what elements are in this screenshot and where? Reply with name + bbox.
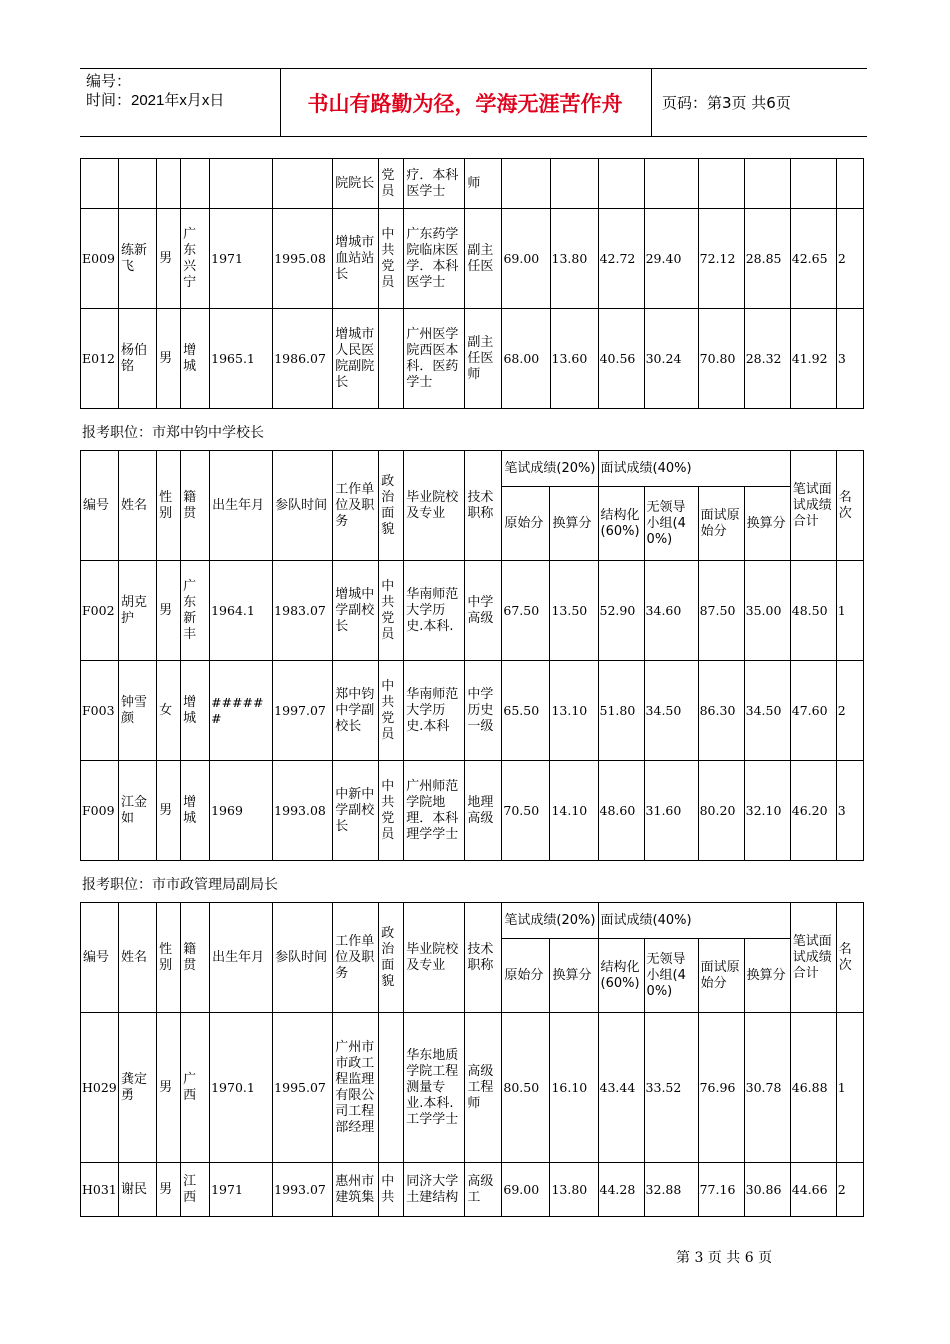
cell-sex: 男 — [157, 209, 181, 309]
cell-conv: 14.10 — [550, 761, 598, 861]
cell-sex: 男 — [157, 309, 181, 409]
header-name: 姓名 — [119, 903, 157, 1013]
cell-id: H031 — [81, 1163, 119, 1217]
cell-work: 1995.07 — [273, 1013, 333, 1163]
cell-birth: 1971 — [210, 209, 273, 309]
cell-work: 1986.07 — [273, 309, 333, 409]
header-meta — [86, 72, 224, 110]
header-birth: 出生年月 — [210, 903, 273, 1013]
header-sex: 性别 — [157, 451, 181, 561]
cell-title: 副主任医师 — [465, 309, 502, 409]
header-written: 笔试成绩(20%) — [502, 451, 598, 487]
cell-sex: 女 — [157, 661, 181, 761]
cell-total: 46.88 — [790, 1013, 836, 1163]
header-iconv: 换算分 — [744, 939, 790, 1013]
cell-raw: 80.50 — [502, 1013, 550, 1163]
header-work: 参队时间 — [273, 903, 333, 1013]
cell-native: 广东新丰 — [181, 561, 210, 661]
motto: 书山有路勤为径，学海无涯苦作舟 — [307, 92, 623, 116]
cell-native: 增城 — [181, 309, 210, 409]
cell-total: 47.60 — [790, 661, 836, 761]
cell-school: 华南师范大学历史.本科 — [404, 661, 465, 761]
header-group: 无领导小组(40%) — [644, 939, 698, 1013]
cell-iconv: 34.50 — [744, 661, 790, 761]
cell-struct: 48.60 — [598, 761, 644, 861]
cell-work: 1993.07 — [273, 1163, 333, 1217]
cell-school: 广州医学院西医本科．医药学士 — [404, 309, 465, 409]
cell-interview: 87.50 — [698, 561, 744, 661]
cell-party: 中共 — [379, 1163, 404, 1217]
cell-school: 华东地质学院工程测量专业.本科.工学学士 — [404, 1013, 465, 1163]
doc-number-label: 编号： — [86, 73, 132, 90]
cell-title: 师 — [465, 159, 502, 209]
header-school: 毕业院校及专业 — [404, 451, 465, 561]
header-party: 政治面貌 — [379, 451, 404, 561]
cell-school: 华南师范大学历史.本科. — [404, 561, 465, 661]
header-group: 无领导小组(40%) — [644, 487, 698, 561]
header-row — [81, 451, 864, 487]
cell-job: 增城市人民医院副院长 — [333, 309, 379, 409]
header-total: 笔试面试成绩合计 — [790, 451, 836, 561]
table-row — [81, 1013, 864, 1163]
cell-iconv — [744, 159, 790, 209]
cell-id: F009 — [81, 761, 119, 861]
cell-interview: 70.80 — [698, 309, 744, 409]
cell-iconv: 28.85 — [744, 209, 790, 309]
cell-work: 1993.08 — [273, 761, 333, 861]
table-row — [81, 309, 864, 409]
table-row — [81, 561, 864, 661]
header-title: 技术职称 — [465, 451, 502, 561]
cell-title: 高级工 — [465, 1163, 502, 1217]
cell-party: 中共党员 — [379, 761, 404, 861]
table-row — [81, 159, 864, 209]
cell-rank: 2 — [836, 209, 863, 309]
cell-job: 广州市市政工程监理有限公司工程部经理 — [333, 1013, 379, 1163]
cell-title: 中学高级 — [465, 561, 502, 661]
candidates-table-continued — [80, 158, 864, 409]
cell-rank: 1 — [836, 1013, 863, 1163]
cell-name: 杨伯铭 — [119, 309, 157, 409]
cell-conv — [550, 159, 598, 209]
cell-total: 41.92 — [790, 309, 836, 409]
cell-struct: 42.72 — [598, 209, 644, 309]
section-label: 报考职位：市郑中钧中学校长 — [82, 425, 264, 441]
page-indicator: 页码：第3页 共6页 — [662, 94, 791, 112]
cell-rank: 1 — [836, 561, 863, 661]
cell-native: 广西 — [181, 1013, 210, 1163]
cell-interview — [698, 159, 744, 209]
header-interview: 面试成绩(40%) — [598, 451, 790, 487]
cell-school: 同济大学土建结构 — [404, 1163, 465, 1217]
cell-sex: 男 — [157, 1013, 181, 1163]
cell-interview: 77.16 — [698, 1163, 744, 1217]
cell-iconv: 32.10 — [744, 761, 790, 861]
cell-group: 34.50 — [644, 661, 698, 761]
cell-school: 广州师范学院地理．本科理学学士 — [404, 761, 465, 861]
cell-total: 48.50 — [790, 561, 836, 661]
cell-job: 增城中学副校长 — [333, 561, 379, 661]
header-divider — [651, 68, 652, 136]
header-rank: 名次 — [836, 451, 863, 561]
header-raw: 原始分 — [502, 939, 550, 1013]
header-name: 姓名 — [119, 451, 157, 561]
cell-total: 44.66 — [790, 1163, 836, 1217]
cell-total — [790, 159, 836, 209]
cell-party: 中共党员 — [379, 209, 404, 309]
cell-raw: 65.50 — [502, 661, 550, 761]
cell-job: 中新中学副校长 — [333, 761, 379, 861]
cell-work: 1983.07 — [273, 561, 333, 661]
cell-rank: 2 — [836, 1163, 863, 1217]
header-interview: 面试原始分 — [698, 487, 744, 561]
cell-name: 练新飞 — [119, 209, 157, 309]
cell-interview: 86.30 — [698, 661, 744, 761]
cell-group: 29.40 — [644, 209, 698, 309]
header-school: 毕业院校及专业 — [404, 903, 465, 1013]
cell-struct: 51.80 — [598, 661, 644, 761]
cell-job: 郑中钧中学副校长 — [333, 661, 379, 761]
cell-conv: 13.80 — [550, 1163, 598, 1217]
cell-birth: 1971 — [210, 1163, 273, 1217]
table-row — [81, 761, 864, 861]
cell-title: 副主任医 — [465, 209, 502, 309]
cell-title: 地理高级 — [465, 761, 502, 861]
cell-title: 中学历史一级 — [465, 661, 502, 761]
cell-conv: 13.80 — [550, 209, 598, 309]
cell-name: 谢民 — [119, 1163, 157, 1217]
cell-sex: 男 — [157, 761, 181, 861]
header-raw: 原始分 — [502, 487, 550, 561]
cell-name: 江金如 — [119, 761, 157, 861]
cell-id: F002 — [81, 561, 119, 661]
header-bottom-rule — [80, 136, 867, 137]
header-native: 籍贯 — [181, 451, 210, 561]
cell-school: 疗．本科医学士 — [404, 159, 465, 209]
table-row — [81, 209, 864, 309]
cell-school: 广东药学院临床医学．本科医学士 — [404, 209, 465, 309]
cell-iconv: 30.78 — [744, 1013, 790, 1163]
cell-raw: 69.00 — [502, 1163, 550, 1217]
cell-name: 胡克护 — [119, 561, 157, 661]
cell-native: 增城 — [181, 761, 210, 861]
header-birth: 出生年月 — [210, 451, 273, 561]
cell-birth: 1965.1 — [210, 309, 273, 409]
cell-name: 钟雪颜 — [119, 661, 157, 761]
cell-group: 33.52 — [644, 1013, 698, 1163]
cell-name: 龚定勇 — [119, 1013, 157, 1163]
cell-interview: 76.96 — [698, 1013, 744, 1163]
header-id: 编号 — [81, 903, 119, 1013]
header-native: 籍贯 — [181, 903, 210, 1013]
cell-job: 增城市血站站长 — [333, 209, 379, 309]
header-top-rule — [80, 68, 867, 69]
cell-id: H029 — [81, 1013, 119, 1163]
cell-party: 中共党员 — [379, 661, 404, 761]
cell-id: E009 — [81, 209, 119, 309]
section-label: 报考职位：市市政管理局副局长 — [82, 877, 278, 893]
cell-job: 惠州市建筑集 — [333, 1163, 379, 1217]
header-conv: 换算分 — [550, 487, 598, 561]
header-interview: 面试原始分 — [698, 939, 744, 1013]
cell-sex: 男 — [157, 1163, 181, 1217]
cell-birth — [210, 159, 273, 209]
cell-struct — [598, 159, 644, 209]
cell-id: F003 — [81, 661, 119, 761]
header-rank: 名次 — [836, 903, 863, 1013]
header-conv: 换算分 — [550, 939, 598, 1013]
header-interview: 面试成绩(40%) — [598, 903, 790, 939]
cell-work — [273, 159, 333, 209]
cell-struct: 43.44 — [598, 1013, 644, 1163]
cell-iconv: 35.00 — [744, 561, 790, 661]
cell-interview: 72.12 — [698, 209, 744, 309]
cell-rank: 3 — [836, 761, 863, 861]
header-written: 笔试成绩(20%) — [502, 903, 598, 939]
cell-raw: 69.00 — [502, 209, 550, 309]
cell-birth: 1969 — [210, 761, 273, 861]
cell-birth: ###### — [210, 661, 273, 761]
cell-work: 1997.07 — [273, 661, 333, 761]
cell-work: 1995.08 — [273, 209, 333, 309]
cell-conv: 13.60 — [550, 309, 598, 409]
cell-title: 高级工程师 — [465, 1013, 502, 1163]
header-iconv: 换算分 — [744, 487, 790, 561]
cell-native: 广东兴宁 — [181, 209, 210, 309]
table-row — [81, 661, 864, 761]
cell-party — [379, 309, 404, 409]
cell-iconv: 30.86 — [744, 1163, 790, 1217]
time-label: 时间：2021年x月x日 — [86, 92, 225, 109]
cell-rank — [836, 159, 863, 209]
cell-group: 34.60 — [644, 561, 698, 661]
table-row — [81, 1163, 864, 1217]
cell-sex — [157, 159, 181, 209]
cell-rank: 2 — [836, 661, 863, 761]
cell-name — [119, 159, 157, 209]
cell-raw — [502, 159, 550, 209]
cell-struct: 52.90 — [598, 561, 644, 661]
cell-group: 32.88 — [644, 1163, 698, 1217]
cell-group — [644, 159, 698, 209]
cell-rank: 3 — [836, 309, 863, 409]
cell-job: 院院长 — [333, 159, 379, 209]
cell-raw: 67.50 — [502, 561, 550, 661]
header-id: 编号 — [81, 451, 119, 561]
cell-struct: 40.56 — [598, 309, 644, 409]
cell-native — [181, 159, 210, 209]
cell-group: 31.60 — [644, 761, 698, 861]
cell-interview: 80.20 — [698, 761, 744, 861]
cell-party — [379, 1013, 404, 1163]
cell-native: 江西 — [181, 1163, 210, 1217]
cell-total: 42.65 — [790, 209, 836, 309]
header-struct: 结构化(60%) — [598, 939, 644, 1013]
cell-party: 党员 — [379, 159, 404, 209]
header-sex: 性别 — [157, 903, 181, 1013]
cell-native: 增城 — [181, 661, 210, 761]
cell-conv: 16.10 — [550, 1013, 598, 1163]
cell-birth: 1964.1 — [210, 561, 273, 661]
candidates-table-municipal — [80, 902, 864, 1217]
header-party: 政治面貌 — [379, 903, 404, 1013]
cell-id — [81, 159, 119, 209]
cell-birth: 1970.1 — [210, 1013, 273, 1163]
cell-struct: 44.28 — [598, 1163, 644, 1217]
header-title: 技术职称 — [465, 903, 502, 1013]
page-footer: 第 3 页 共 6 页 — [676, 1250, 773, 1266]
cell-sex: 男 — [157, 561, 181, 661]
candidates-table-principal — [80, 450, 864, 861]
header-struct: 结构化(60%) — [598, 487, 644, 561]
cell-conv: 13.50 — [550, 561, 598, 661]
cell-conv: 13.10 — [550, 661, 598, 761]
cell-raw: 68.00 — [502, 309, 550, 409]
cell-group: 30.24 — [644, 309, 698, 409]
cell-total: 46.20 — [790, 761, 836, 861]
header-job: 工作单位及职务 — [333, 451, 379, 561]
header-work: 参队时间 — [273, 451, 333, 561]
cell-party: 中共党员 — [379, 561, 404, 661]
cell-raw: 70.50 — [502, 761, 550, 861]
cell-iconv: 28.32 — [744, 309, 790, 409]
header-row — [81, 903, 864, 939]
header-job: 工作单位及职务 — [333, 903, 379, 1013]
header-total: 笔试面试成绩合计 — [790, 903, 836, 1013]
cell-id: E012 — [81, 309, 119, 409]
